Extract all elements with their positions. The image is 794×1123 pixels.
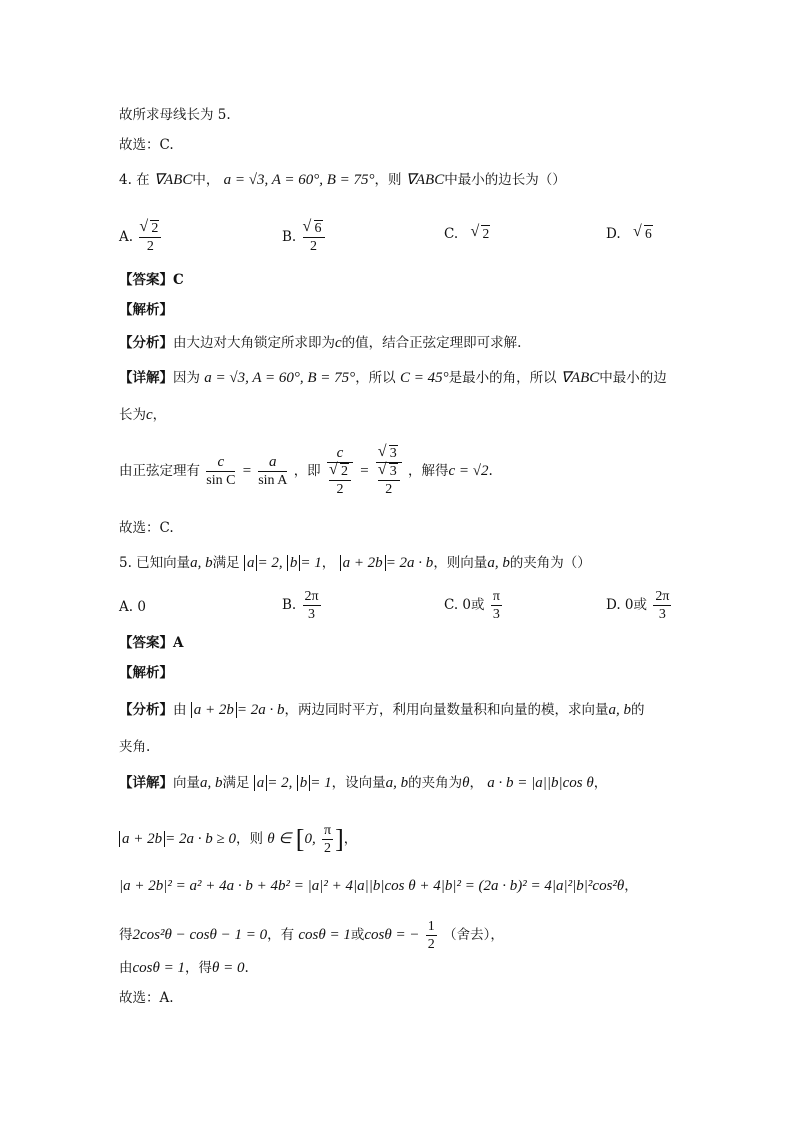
option-b: B. √ $\frac{6}{2}$ [282, 220, 327, 255]
detail-text: 【详解】向量a, b满足 a = 2, b = 1，设向量a, b的夹角为θ， a · b = |a||b|cos θ， [119, 775, 608, 791]
detail-text: 长为c， [119, 407, 167, 423]
answer-label: 【答案】C [119, 272, 184, 288]
text-line: 故所求母线长为 5. [119, 107, 231, 123]
analysis-label: 【解析】 [119, 302, 173, 318]
analysis-text: 【分析】由大边对大角锁定所求即为c的值，结合正弦定理即可求解. [119, 335, 522, 351]
detail-text: 得2cos²θ − cosθ − 1 = 0，有 cosθ = 1或cosθ = − $\frac{1}{2}$ （舍去）， [119, 919, 504, 952]
detail-text: 由cosθ = 1，得θ = 0. [119, 960, 249, 976]
option-a: A. √ $\frac{2}{2}$ [119, 220, 163, 255]
option-a: A. 0 [119, 599, 146, 615]
analysis-text: 【分析】由 a + 2b = 2a · b，两边同时平方，利用向量数量积和向量的模，求向量a, b的 [119, 702, 645, 718]
text-line: 故选：C. [119, 520, 174, 536]
detail-text: |a + 2b|² = a² + 4a · b + 4b² = |a|² + 4|a||b|cos θ + 4|b|² = (2a · b)² = 4|a|²|b|²cos²θ， [119, 878, 638, 894]
detail-text: a + 2b = 2a · b ≥ 0，则 θ ∈ [0, $\frac{\pi}{2}$ ]， [119, 822, 357, 857]
question-5-stem: 5. 已知向量a, b满足 a = 2, b = 1， a + 2b = 2a · b，则向量a, b的夹角为（） [119, 555, 591, 571]
option-b: B. $\frac{2\pi}{3}$ [282, 589, 319, 622]
question-4-stem: 4. 在 ∇ABC中， a = √3, A = 60°, B = 75°，则 ∇ABC中最小的边长为（） [119, 172, 566, 188]
answer-label: 【答案】A [119, 635, 184, 651]
sine-law-line: 由正弦定理有 $\frac{c}{\text{sin C}}$ = $\frac{a}{\text{sin A}}$ ，即 c √ 2 2 = √ 3 √ 3 2 ，解得c = √2. [119, 445, 493, 498]
analysis-label: 【解析】 [119, 665, 173, 681]
option-c: C. 0或 $\frac{\pi}{3}$ [444, 589, 500, 622]
analysis-text: 夹角. [119, 739, 151, 755]
option-c: C. √ 2 [444, 224, 490, 244]
option-d: D. 0或 $\frac{2\pi}{3}$ [606, 589, 670, 622]
option-d: D. √ 6 [606, 224, 653, 244]
text-line: 故选：C. [119, 137, 174, 153]
detail-text: 【详解】因为 a = √3, A = 60°, B = 75°，所以 C = 45°是最小的角，所以 ∇ABC中最小的边 [119, 370, 667, 386]
text-line: 故选：A. [119, 990, 174, 1006]
